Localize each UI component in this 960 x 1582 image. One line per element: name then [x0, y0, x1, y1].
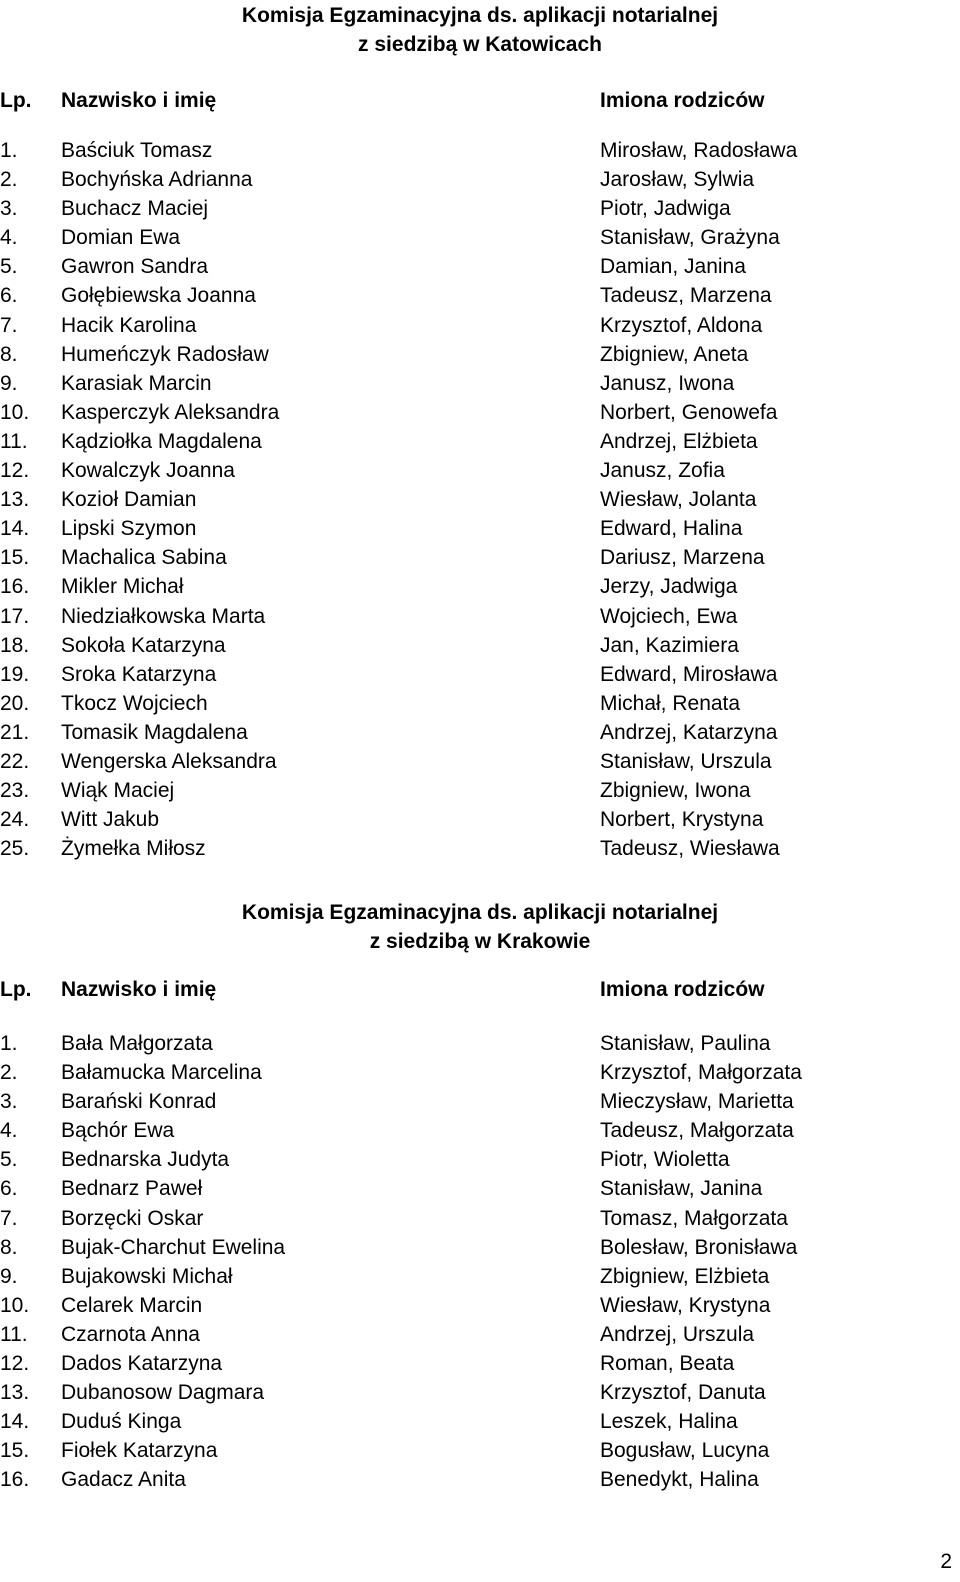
- row-parents: Piotr, Jadwiga: [600, 197, 731, 221]
- table-row: [0, 1116, 960, 1145]
- table-body: [0, 136, 960, 863]
- row-number: 23.: [0, 779, 30, 803]
- row-number: 13.: [0, 488, 30, 512]
- row-parents: Andrzej, Katarzyna: [600, 720, 778, 744]
- row-number: 3.: [0, 1090, 18, 1114]
- section-title-line1: Komisja Egzaminacyjna ds. aplikacji notarialnej: [241, 901, 719, 924]
- row-parents: Norbert, Genowefa: [600, 400, 778, 424]
- row-name: Dubanosow Dagmara: [61, 1381, 265, 1405]
- row-number: 1.: [0, 1032, 18, 1055]
- row-number: 12.: [0, 459, 30, 483]
- section-title: [0, 897, 960, 957]
- row-number: 16.: [0, 575, 30, 599]
- row-name: Wiąk Maciej: [61, 779, 175, 803]
- row-name: Gołębiewska Joanna: [61, 284, 256, 308]
- table-row: [0, 136, 960, 165]
- section-title-line2: z siedzibą w Katowicach: [358, 33, 602, 56]
- row-number: 6.: [0, 284, 18, 308]
- row-parents: Zbigniew, Iwona: [600, 779, 751, 803]
- row-name: Machalica Sabina: [61, 546, 227, 570]
- row-parents: Janusz, Iwona: [600, 371, 735, 395]
- table-row: [0, 1233, 960, 1262]
- row-number: 7.: [0, 313, 18, 337]
- row-name: Kądziołka Magdalena: [61, 429, 262, 453]
- row-name: Lipski Szymon: [61, 517, 197, 541]
- table-row: [0, 485, 960, 514]
- row-name: Hacik Karolina: [61, 313, 197, 337]
- row-number: 15.: [0, 546, 30, 570]
- table-row: [0, 1291, 960, 1320]
- row-name: Kasperczyk Aleksandra: [61, 400, 280, 424]
- row-name: Niedziałkowska Marta: [61, 604, 266, 628]
- table-row: [0, 1320, 960, 1349]
- section-krakow: [0, 897, 960, 1495]
- row-parents: Wiesław, Krystyna: [600, 1293, 771, 1317]
- row-parents: Edward, Halina: [600, 517, 743, 541]
- row-name: Kozioł Damian: [61, 488, 197, 512]
- table-row: [0, 194, 960, 223]
- row-parents: Michał, Renata: [600, 691, 741, 715]
- section-title-line1: Komisja Egzaminacyjna ds. aplikacji notarialnej: [241, 4, 719, 27]
- row-number: 22.: [0, 749, 30, 773]
- table-row: [0, 1436, 960, 1465]
- row-parents: Piotr, Wioletta: [600, 1148, 730, 1172]
- row-parents: Wiesław, Jolanta: [600, 488, 757, 512]
- section-title: [0, 0, 960, 60]
- row-name: Bednarz Paweł: [61, 1177, 203, 1201]
- row-number: 20.: [0, 691, 30, 715]
- row-name: Baściuk Tomasz: [61, 139, 213, 162]
- header-name: Nazwisko i imię: [61, 978, 217, 1001]
- row-parents: Andrzej, Urszula: [600, 1322, 755, 1346]
- row-parents: Bolesław, Bronisława: [600, 1235, 798, 1259]
- table-row: [0, 1204, 960, 1233]
- row-number: 25.: [0, 837, 30, 861]
- row-number: 5.: [0, 1148, 18, 1172]
- row-number: 9.: [0, 371, 18, 395]
- row-parents: Zbigniew, Aneta: [600, 342, 749, 366]
- row-parents: Janusz, Zofia: [600, 459, 725, 483]
- row-parents: Tadeusz, Małgorzata: [600, 1119, 794, 1143]
- table-row: [0, 1145, 960, 1174]
- header-parents: Imiona rodziców: [600, 89, 765, 112]
- row-name: Karasiak Marcin: [61, 371, 212, 395]
- row-parents: Jerzy, Jadwiga: [600, 575, 738, 599]
- row-parents: Krzysztof, Aldona: [600, 313, 763, 337]
- row-number: 16.: [0, 1468, 30, 1492]
- row-parents: Krzysztof, Małgorzata: [600, 1061, 802, 1085]
- row-name: Humeńczyk Radosław: [61, 342, 269, 366]
- row-parents: Jarosław, Sylwia: [600, 168, 755, 192]
- row-number: 13.: [0, 1381, 30, 1405]
- row-number: 4.: [0, 1119, 18, 1143]
- row-parents: Dariusz, Marzena: [600, 546, 765, 570]
- row-number: 10.: [0, 400, 30, 424]
- row-name: Bochyńska Adrianna: [61, 168, 253, 192]
- table-row: [0, 1058, 960, 1087]
- row-name: Bała Małgorzata: [61, 1032, 213, 1055]
- row-name: Mikler Michał: [61, 575, 184, 599]
- row-parents: Stanisław, Janina: [600, 1177, 763, 1201]
- table-row: [0, 311, 960, 340]
- row-name: Kowalczyk Joanna: [61, 459, 235, 483]
- table-row: [0, 1407, 960, 1436]
- row-number: 24.: [0, 808, 30, 832]
- row-parents: Mieczysław, Marietta: [600, 1090, 794, 1114]
- row-parents: Tadeusz, Marzena: [600, 284, 772, 308]
- table-row: [0, 631, 960, 660]
- row-parents: Stanisław, Grażyna: [600, 226, 780, 250]
- row-parents: Jan, Kazimiera: [600, 633, 739, 657]
- row-name: Tkocz Wojciech: [61, 691, 208, 715]
- row-number: 6.: [0, 1177, 18, 1201]
- row-name: Wengerska Aleksandra: [61, 749, 277, 773]
- table-header: [0, 85, 960, 116]
- row-name: Sokoła Katarzyna: [61, 633, 226, 657]
- row-parents: Bogusław, Lucyna: [600, 1439, 770, 1463]
- table-row: [0, 427, 960, 456]
- row-name: Gadacz Anita: [61, 1468, 186, 1492]
- row-number: 15.: [0, 1439, 30, 1463]
- row-name: Bałamucka Marcelina: [61, 1061, 262, 1085]
- header-parents: Imiona rodziców: [600, 978, 765, 1001]
- row-parents: Zbigniew, Elżbieta: [600, 1264, 770, 1288]
- row-number: 19.: [0, 662, 30, 686]
- row-number: 11.: [0, 1322, 28, 1346]
- row-parents: Mirosław, Radosława: [600, 139, 798, 162]
- table-row: [0, 805, 960, 834]
- row-number: 14.: [0, 517, 30, 541]
- row-parents: Wojciech, Ewa: [600, 604, 738, 628]
- row-parents: Stanisław, Paulina: [600, 1032, 771, 1055]
- table-row: [0, 369, 960, 398]
- table-row: [0, 514, 960, 543]
- table-row: [0, 1029, 960, 1058]
- row-parents: Andrzej, Elżbieta: [600, 429, 758, 453]
- row-number: 11.: [0, 429, 28, 453]
- row-parents: Benedykt, Halina: [600, 1468, 759, 1492]
- row-name: Barański Konrad: [61, 1090, 217, 1114]
- row-parents: Tadeusz, Wiesława: [600, 837, 780, 861]
- table-row: [0, 1465, 960, 1494]
- header-lp: Lp.: [0, 89, 32, 112]
- header-name: Nazwisko i imię: [61, 89, 217, 112]
- page-number: 2: [940, 1550, 952, 1573]
- table-row: [0, 1378, 960, 1407]
- table-row: [0, 602, 960, 631]
- row-name: Duduś Kinga: [61, 1410, 182, 1434]
- row-number: 18.: [0, 633, 30, 657]
- row-number: 10.: [0, 1293, 30, 1317]
- row-number: 2.: [0, 168, 18, 192]
- row-number: 8.: [0, 1235, 18, 1259]
- row-parents: Krzysztof, Danuta: [600, 1381, 766, 1405]
- row-number: 17.: [0, 604, 30, 628]
- row-name: Celarek Marcin: [61, 1293, 203, 1317]
- row-name: Sroka Katarzyna: [61, 662, 217, 686]
- table-row: [0, 689, 960, 718]
- row-number: 14.: [0, 1410, 30, 1434]
- row-number: 21.: [0, 720, 30, 744]
- table-row: [0, 252, 960, 281]
- row-name: Bujak-Charchut Ewelina: [61, 1235, 286, 1259]
- table-row: [0, 660, 960, 689]
- row-number: 1.: [0, 139, 18, 162]
- row-parents: Leszek, Halina: [600, 1410, 738, 1434]
- row-name: Bujakowski Michał: [61, 1264, 233, 1288]
- table-row: [0, 747, 960, 776]
- row-name: Dados Katarzyna: [61, 1352, 223, 1376]
- table-row: [0, 1349, 960, 1378]
- table-row: [0, 1262, 960, 1291]
- table-row: [0, 718, 960, 747]
- table-row: [0, 165, 960, 194]
- row-number: 12.: [0, 1352, 30, 1376]
- row-parents: Damian, Janina: [600, 255, 746, 279]
- table-row: [0, 543, 960, 572]
- row-parents: Edward, Mirosława: [600, 662, 778, 686]
- row-number: 4.: [0, 226, 18, 250]
- row-name: Witt Jakub: [61, 808, 160, 832]
- row-name: Tomasik Magdalena: [61, 720, 248, 744]
- table-row: [0, 1087, 960, 1116]
- row-number: 5.: [0, 255, 18, 279]
- row-parents: Norbert, Krystyna: [600, 808, 764, 832]
- row-name: Czarnota Anna: [61, 1322, 200, 1346]
- row-parents: Roman, Beata: [600, 1352, 735, 1376]
- table-row: [0, 1174, 960, 1203]
- row-number: 2.: [0, 1061, 18, 1085]
- row-number: 7.: [0, 1206, 18, 1230]
- row-number: 8.: [0, 342, 18, 366]
- row-name: Bednarska Judyta: [61, 1148, 230, 1172]
- table-row: [0, 572, 960, 601]
- table-row: [0, 340, 960, 369]
- table-row: [0, 456, 960, 485]
- row-name: Gawron Sandra: [61, 255, 209, 279]
- row-name: Borzęcki Oskar: [61, 1206, 204, 1230]
- row-number: 3.: [0, 197, 18, 221]
- row-parents: Tomasz, Małgorzata: [600, 1206, 788, 1230]
- section-title-line2: z siedzibą w Krakowie: [369, 930, 591, 953]
- table-row: [0, 223, 960, 252]
- row-name: Buchacz Maciej: [61, 197, 209, 221]
- row-parents: Stanisław, Urszula: [600, 749, 772, 773]
- row-number: 9.: [0, 1264, 18, 1288]
- table-row: [0, 834, 960, 863]
- table-row: [0, 776, 960, 805]
- table-row: [0, 281, 960, 310]
- row-name: Żymełka Miłosz: [61, 837, 206, 861]
- row-name: Domian Ewa: [61, 226, 181, 250]
- table-body: [0, 1029, 960, 1495]
- row-name: Bąchór Ewa: [61, 1119, 175, 1143]
- header-lp: Lp.: [0, 978, 32, 1001]
- table-row: [0, 398, 960, 427]
- row-name: Fiołek Katarzyna: [61, 1439, 218, 1463]
- table-header: [0, 974, 960, 1005]
